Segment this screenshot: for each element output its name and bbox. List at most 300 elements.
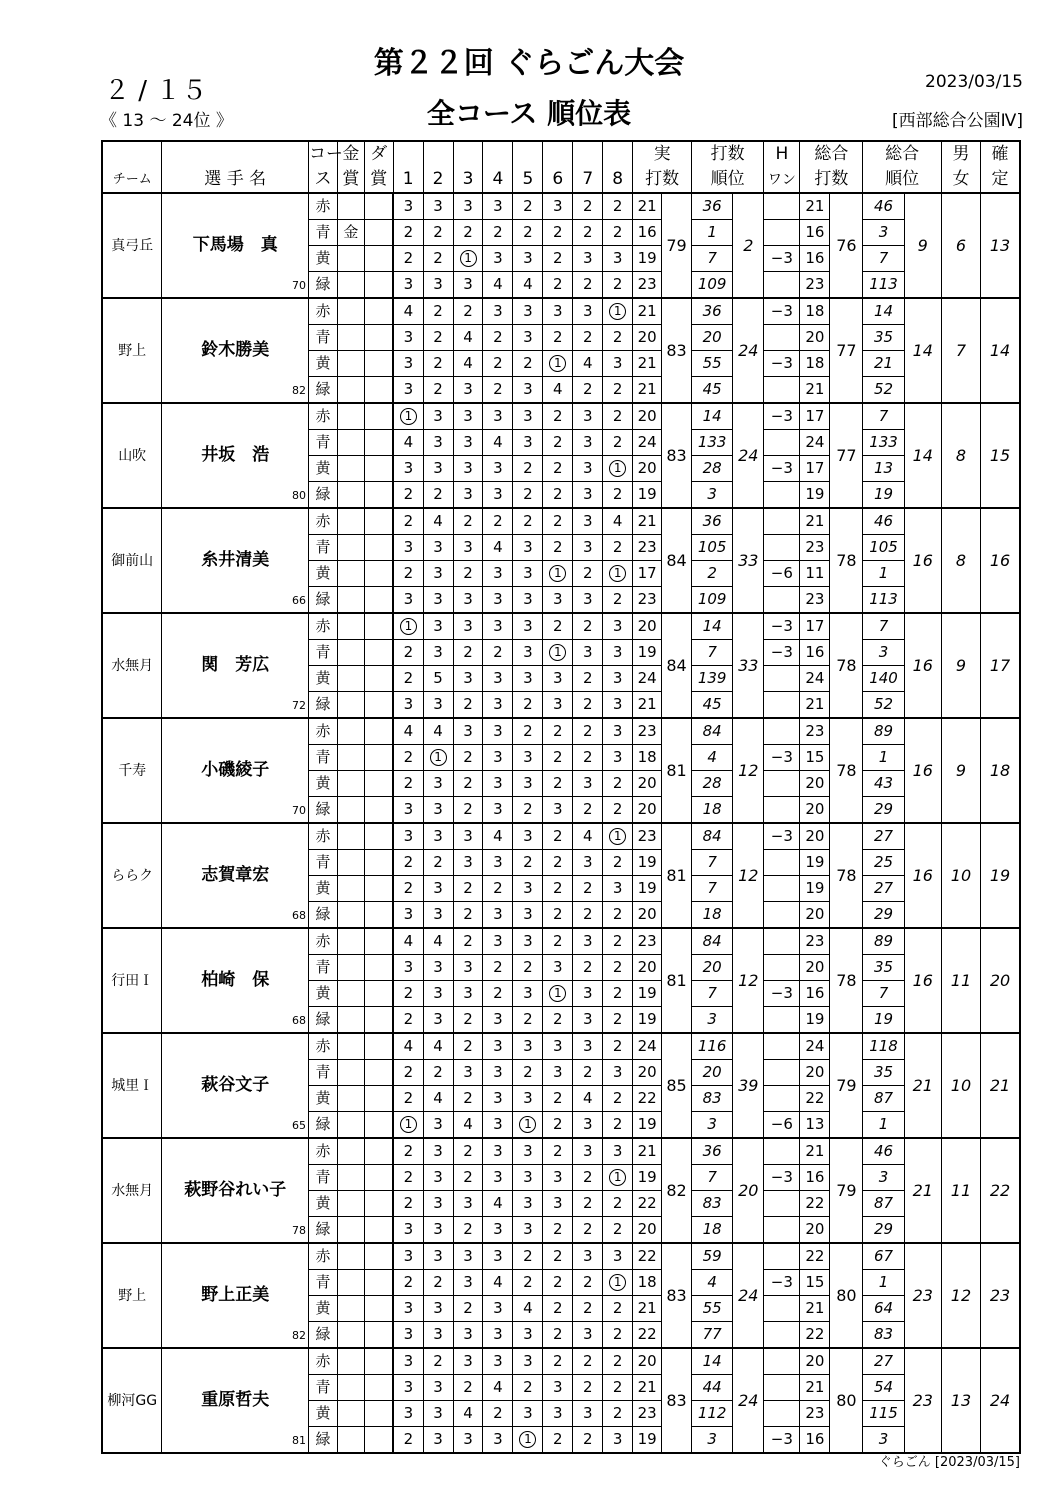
player-cell xyxy=(162,613,309,718)
hole-score-value: 2 xyxy=(612,407,623,425)
hole-score xyxy=(573,403,603,430)
player-name: 下馬場 真 xyxy=(192,235,278,255)
hole-score-value: 2 xyxy=(582,380,593,398)
col-final-bot: 定 xyxy=(981,167,1020,193)
col-hole-one-top: H xyxy=(764,141,800,167)
hole-score xyxy=(543,1375,573,1401)
gold-prize xyxy=(337,613,364,640)
course-name: 赤 xyxy=(309,1348,338,1375)
course-strokes: 20 xyxy=(633,1217,662,1244)
hole-score xyxy=(513,1191,543,1217)
hole-score xyxy=(603,430,633,456)
course-stroke-rank: 14 xyxy=(692,403,733,430)
course-strokes: 21 xyxy=(633,508,662,535)
course-strokes: 23 xyxy=(633,823,662,850)
total-strokes: 78 xyxy=(830,823,863,928)
final-rank: 23 xyxy=(981,1243,1020,1348)
hole-score xyxy=(423,771,453,797)
hole-score-value: 2 xyxy=(612,275,623,293)
hole-score xyxy=(453,797,483,824)
hole-score xyxy=(453,1165,483,1191)
hole-score-value: 3 xyxy=(582,1142,593,1160)
hole-score xyxy=(423,193,453,220)
course-total: 18 xyxy=(800,298,830,325)
hole-score xyxy=(513,1033,543,1060)
course-name: 青 xyxy=(309,1270,338,1296)
hole-in-one-mark: 1 xyxy=(430,749,447,766)
hole-score xyxy=(453,1033,483,1060)
hole-score xyxy=(603,535,633,561)
course-name: 緑 xyxy=(309,692,338,719)
course-total: 22 xyxy=(800,1322,830,1349)
hole-score xyxy=(573,351,603,377)
da-prize xyxy=(364,1138,393,1165)
total-strokes: 77 xyxy=(830,298,863,403)
hole-score xyxy=(423,1296,453,1322)
col-gold-bot: 賞 xyxy=(337,167,364,193)
hole-score xyxy=(543,561,573,587)
hole-score-value: 2 xyxy=(523,1247,533,1265)
hole-score xyxy=(483,246,513,272)
hole-score xyxy=(513,1427,543,1454)
hole-score xyxy=(603,1033,633,1060)
hole-score xyxy=(573,1322,603,1349)
ranking-table xyxy=(101,140,1021,1454)
course-total: 20 xyxy=(800,1348,830,1375)
hole-score-value: 3 xyxy=(493,249,503,267)
sex-rank: 9 xyxy=(941,613,980,718)
col-hole-1: 1 xyxy=(393,167,423,193)
course-total: 21 xyxy=(800,1296,830,1322)
total-strokes: 79 xyxy=(830,1138,863,1243)
course-strokes: 19 xyxy=(633,246,662,272)
hole-score-value: 3 xyxy=(433,1168,443,1186)
course-name: 赤 xyxy=(309,613,338,640)
table-row xyxy=(102,613,1020,640)
col-course-top: コー xyxy=(309,141,338,167)
hole-one-bonus xyxy=(764,272,800,299)
hole-score xyxy=(603,403,633,430)
gold-prize xyxy=(337,876,364,902)
hole-score xyxy=(603,1427,633,1454)
da-prize xyxy=(364,1270,393,1296)
col-sex-bot: 女 xyxy=(941,167,980,193)
total-rank: 14 xyxy=(904,298,941,403)
hole-score-value: 3 xyxy=(523,905,533,923)
course-strokes: 22 xyxy=(633,1191,662,1217)
hole-score-value: 3 xyxy=(493,748,503,766)
hole-score-value: 2 xyxy=(403,1168,414,1186)
hole-score-value: 3 xyxy=(463,1325,473,1343)
course-total: 22 xyxy=(800,1243,830,1270)
hole-score-value: 2 xyxy=(582,1194,593,1212)
hole-score xyxy=(513,718,543,745)
hole-one-bonus: −3 xyxy=(764,1270,800,1296)
hole-score xyxy=(513,1007,543,1034)
actual-strokes: 83 xyxy=(662,298,692,403)
col-hole-3: 3 xyxy=(453,167,483,193)
hole-score xyxy=(393,666,423,692)
hole-score-value: 3 xyxy=(523,774,533,792)
hole-score xyxy=(603,1217,633,1244)
hole-score-value: 2 xyxy=(612,1115,623,1133)
hole-score-value: 3 xyxy=(493,1037,503,1055)
da-prize xyxy=(364,666,393,692)
hole-score-value: 3 xyxy=(493,905,503,923)
hole-score xyxy=(453,1191,483,1217)
hole-score-value: 3 xyxy=(403,1247,414,1265)
course-total: 21 xyxy=(800,377,830,404)
course-total: 20 xyxy=(800,955,830,981)
team-name: 柳河GG xyxy=(102,1348,162,1453)
da-prize xyxy=(364,1217,393,1244)
hole-score xyxy=(453,928,483,955)
course-total-rank: 3 xyxy=(863,220,904,246)
course-strokes: 20 xyxy=(633,1060,662,1086)
hole-score-value: 4 xyxy=(463,1404,473,1422)
hole-in-one-mark: 1 xyxy=(609,1169,626,1186)
hole-score-value: 2 xyxy=(403,1063,414,1081)
table-header xyxy=(102,141,1020,193)
gold-prize xyxy=(337,692,364,719)
hole-score-value: 2 xyxy=(463,905,473,923)
course-stroke-rank: 20 xyxy=(692,955,733,981)
hole-score-value: 3 xyxy=(463,1273,473,1291)
course-name: 青 xyxy=(309,535,338,561)
course-stroke-rank: 77 xyxy=(692,1322,733,1349)
hole-score xyxy=(483,928,513,955)
course-stroke-rank: 83 xyxy=(692,1086,733,1112)
hole-score-value: 3 xyxy=(433,1247,443,1265)
hole-score xyxy=(543,220,573,246)
hole-score-value: 2 xyxy=(463,932,473,950)
hole-score-value: 3 xyxy=(433,197,443,215)
hole-score-value: 3 xyxy=(612,249,623,267)
total-strokes: 78 xyxy=(830,613,863,718)
sex-rank: 10 xyxy=(941,823,980,928)
hole-score-value: 3 xyxy=(403,1220,414,1238)
hole-score xyxy=(453,613,483,640)
hole-score-value: 2 xyxy=(553,617,563,635)
hole-score-value: 2 xyxy=(582,669,593,687)
hole-score-value: 2 xyxy=(463,774,473,792)
hole-score xyxy=(483,298,513,325)
hole-score xyxy=(423,535,453,561)
hole-score-value: 2 xyxy=(463,695,473,713)
hole-score-value: 4 xyxy=(523,275,533,293)
hole-score xyxy=(603,1007,633,1034)
handicap: 82 xyxy=(292,1329,307,1342)
total-strokes: 77 xyxy=(830,403,863,508)
total-rank: 16 xyxy=(904,613,941,718)
sex-rank: 11 xyxy=(941,928,980,1033)
hole-score-value: 2 xyxy=(553,853,563,871)
hole-score-value: 3 xyxy=(612,722,623,740)
hole-score xyxy=(453,456,483,482)
course-strokes: 23 xyxy=(633,928,662,955)
course-name: 赤 xyxy=(309,718,338,745)
course-total: 20 xyxy=(800,1217,830,1244)
hole-score xyxy=(453,745,483,771)
hole-score xyxy=(603,325,633,351)
hole-score-value: 3 xyxy=(523,249,533,267)
hole-score-value: 3 xyxy=(433,1325,443,1343)
hole-score-value: 3 xyxy=(403,354,414,372)
hole-score xyxy=(423,823,453,850)
hole-score xyxy=(603,1060,633,1086)
player-name: 柏崎 保 xyxy=(201,970,270,990)
hole-score-value: 3 xyxy=(553,1378,563,1396)
course-strokes: 21 xyxy=(633,1296,662,1322)
hole-score xyxy=(483,797,513,824)
hole-score xyxy=(423,508,453,535)
hole-score xyxy=(573,771,603,797)
hole-score xyxy=(453,1296,483,1322)
course-stroke-rank: 20 xyxy=(692,325,733,351)
hole-score xyxy=(423,1322,453,1349)
hole-score-value: 3 xyxy=(582,512,593,530)
hole-score xyxy=(453,482,483,509)
hole-score-value: 2 xyxy=(553,459,563,477)
hole-score-value: 2 xyxy=(463,879,473,897)
hole-score-value: 3 xyxy=(403,328,414,346)
da-prize xyxy=(364,1243,393,1270)
hole-score xyxy=(513,1296,543,1322)
hole-score xyxy=(543,482,573,509)
hole-score-value: 3 xyxy=(403,1378,414,1396)
hole-score-value: 2 xyxy=(612,1089,623,1107)
actual-strokes: 81 xyxy=(662,928,692,1033)
hole-score-value: 2 xyxy=(403,223,414,241)
course-total-rank: 1 xyxy=(863,561,904,587)
course-total: 19 xyxy=(800,482,830,509)
hole-score xyxy=(543,246,573,272)
team-name: 水無月 xyxy=(102,613,162,718)
course-stroke-rank: 112 xyxy=(692,1401,733,1427)
hole-one-bonus: −6 xyxy=(764,1112,800,1139)
hole-score xyxy=(483,1427,513,1454)
final-rank: 13 xyxy=(981,193,1020,298)
hole-score xyxy=(393,508,423,535)
course-total-rank: 3 xyxy=(863,640,904,666)
course-name: 緑 xyxy=(309,587,338,614)
hole-score xyxy=(543,1060,573,1086)
course-stroke-rank: 109 xyxy=(692,587,733,614)
hole-one-bonus xyxy=(764,692,800,719)
da-prize xyxy=(364,220,393,246)
course-total-rank: 1 xyxy=(863,745,904,771)
hole-score xyxy=(393,1322,423,1349)
hole-score xyxy=(453,1270,483,1296)
player-name: 関 芳広 xyxy=(201,655,270,675)
hole-score-value: 2 xyxy=(553,407,563,425)
hole-one-bonus: −3 xyxy=(764,640,800,666)
hole-score-value: 2 xyxy=(523,1378,533,1396)
hole-score xyxy=(453,1322,483,1349)
hole-score-value: 2 xyxy=(523,695,533,713)
hole-score-value: 2 xyxy=(553,1273,563,1291)
hole-score xyxy=(393,1086,423,1112)
hole-score xyxy=(543,745,573,771)
hole-score xyxy=(513,666,543,692)
hole-score-value: 2 xyxy=(612,538,623,556)
hole-score xyxy=(483,535,513,561)
hole-score xyxy=(513,902,543,929)
course-name: 青 xyxy=(309,1060,338,1086)
hole-score xyxy=(393,1191,423,1217)
hole-score xyxy=(573,823,603,850)
hole-score-value: 3 xyxy=(523,748,533,766)
course-total-rank: 89 xyxy=(863,928,904,955)
col-team: チーム xyxy=(102,167,162,193)
hole-score xyxy=(453,246,483,272)
hole-score-value: 2 xyxy=(553,1089,563,1107)
sex-rank: 11 xyxy=(941,1138,980,1243)
hole-score-value: 4 xyxy=(433,512,443,530)
hole-score-value: 2 xyxy=(523,1273,533,1291)
hole-score xyxy=(513,850,543,876)
hole-one-bonus xyxy=(764,1138,800,1165)
hole-score xyxy=(483,1243,513,1270)
course-strokes: 19 xyxy=(633,850,662,876)
hole-score xyxy=(603,1322,633,1349)
course-name: 青 xyxy=(309,1165,338,1191)
course-strokes: 19 xyxy=(633,981,662,1007)
actual-strokes: 85 xyxy=(662,1033,692,1138)
hole-score-value: 2 xyxy=(463,748,473,766)
stroke-rank: 33 xyxy=(733,508,764,613)
hole-score-value: 3 xyxy=(493,853,503,871)
hole-score xyxy=(513,193,543,220)
hole-score xyxy=(603,272,633,299)
hole-score xyxy=(543,587,573,614)
hole-score xyxy=(393,692,423,719)
course-strokes: 24 xyxy=(633,1033,662,1060)
hole-score xyxy=(483,1086,513,1112)
hole-score xyxy=(573,1217,603,1244)
gold-prize xyxy=(337,456,364,482)
total-rank: 16 xyxy=(904,928,941,1033)
gold-prize xyxy=(337,351,364,377)
col-stroke-rank-bot: 順位 xyxy=(692,167,764,193)
hole-score-value: 2 xyxy=(403,1430,414,1448)
course-name: 赤 xyxy=(309,1138,338,1165)
hole-in-one-mark: 1 xyxy=(549,644,566,661)
hole-score-value: 2 xyxy=(612,932,623,950)
hole-score-value: 3 xyxy=(553,590,563,608)
hole-score xyxy=(423,1060,453,1086)
course-total-rank: 27 xyxy=(863,1348,904,1375)
hole-score-value: 2 xyxy=(433,380,443,398)
hole-score xyxy=(393,981,423,1007)
course-name: 青 xyxy=(309,325,338,351)
hole-score-value: 2 xyxy=(433,249,443,267)
table-row xyxy=(102,508,1020,535)
actual-strokes: 84 xyxy=(662,613,692,718)
hole-score-value: 3 xyxy=(463,197,473,215)
course-name: 青 xyxy=(309,850,338,876)
hole-score-value: 3 xyxy=(493,1010,503,1028)
course-name: 黄 xyxy=(309,771,338,797)
course-stroke-rank: 2 xyxy=(692,561,733,587)
hole-score xyxy=(573,1191,603,1217)
hole-score xyxy=(603,351,633,377)
course-stroke-rank: 44 xyxy=(692,1375,733,1401)
hole-score-value: 2 xyxy=(463,1378,473,1396)
hole-score xyxy=(603,246,633,272)
hole-score-value: 3 xyxy=(493,1430,503,1448)
handicap: 66 xyxy=(292,594,307,607)
gold-prize xyxy=(337,823,364,850)
hole-score-value: 3 xyxy=(403,958,414,976)
total-rank: 23 xyxy=(904,1243,941,1348)
hole-score xyxy=(573,1401,603,1427)
course-total-rank: 7 xyxy=(863,246,904,272)
total-rank: 21 xyxy=(904,1138,941,1243)
hole-score xyxy=(453,902,483,929)
hole-score-value: 3 xyxy=(493,722,503,740)
hole-score-value: 2 xyxy=(553,932,563,950)
team-name: 真弓丘 xyxy=(102,193,162,298)
hole-score xyxy=(453,1138,483,1165)
hole-score xyxy=(573,220,603,246)
hole-score-value: 3 xyxy=(523,1089,533,1107)
hole-score xyxy=(483,745,513,771)
hole-one-bonus xyxy=(764,1243,800,1270)
hole-score xyxy=(513,535,543,561)
hole-score-value: 3 xyxy=(553,1037,563,1055)
hole-score xyxy=(543,193,573,220)
course-total-rank: 14 xyxy=(863,298,904,325)
gold-prize xyxy=(337,797,364,824)
hole-score xyxy=(573,1112,603,1139)
hole-score-value: 3 xyxy=(612,1247,623,1265)
hole-score xyxy=(453,850,483,876)
total-strokes: 78 xyxy=(830,928,863,1033)
gold-prize xyxy=(337,981,364,1007)
hole-score xyxy=(573,1296,603,1322)
col-final-top: 確 xyxy=(981,141,1020,167)
hole-score-value: 3 xyxy=(403,1352,414,1370)
hole-score xyxy=(513,1112,543,1139)
hole-score-value: 3 xyxy=(433,1115,443,1133)
hole-score-value: 4 xyxy=(523,1299,533,1317)
hole-score xyxy=(543,1296,573,1322)
course-stroke-rank: 3 xyxy=(692,1427,733,1454)
hole-score-value: 3 xyxy=(433,695,443,713)
hole-in-one-mark: 1 xyxy=(400,618,417,635)
hole-score-value: 3 xyxy=(433,1404,443,1422)
hole-score xyxy=(543,955,573,981)
total-strokes: 80 xyxy=(830,1243,863,1348)
course-total: 21 xyxy=(800,508,830,535)
hole-score xyxy=(483,876,513,902)
hole-score xyxy=(573,325,603,351)
da-prize xyxy=(364,377,393,404)
course-total-rank: 19 xyxy=(863,482,904,509)
hole-score-value: 2 xyxy=(403,1089,414,1107)
table-row xyxy=(102,298,1020,325)
course-total: 20 xyxy=(800,902,830,929)
hole-score xyxy=(453,1427,483,1454)
hole-score xyxy=(513,377,543,404)
hole-score xyxy=(513,508,543,535)
final-rank: 18 xyxy=(981,718,1020,823)
hole-score xyxy=(603,456,633,482)
col-total-bot: 打数 xyxy=(800,167,863,193)
hole-score-value: 3 xyxy=(433,827,443,845)
gold-prize xyxy=(337,403,364,430)
